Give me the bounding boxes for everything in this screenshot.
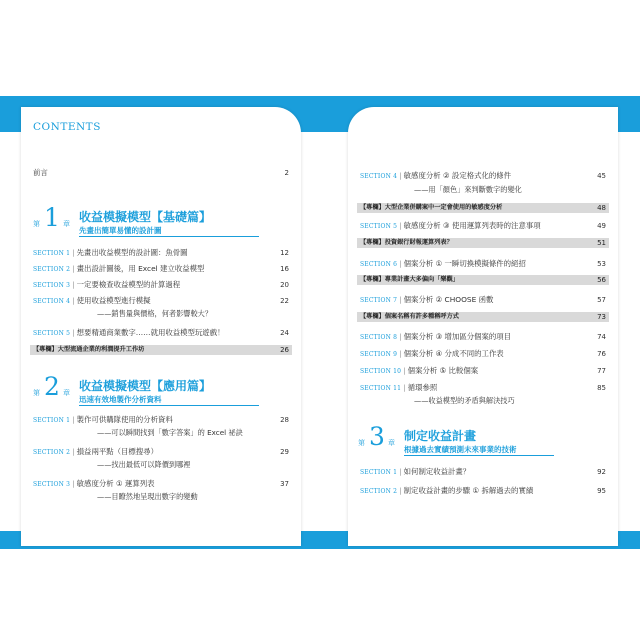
toc-subtitle: ——目瞭然地呈現出數字的變動 — [97, 492, 198, 501]
chapter-2-heading: 第 2 章 收益模擬模型【應用篇】 迅速有效地製作分析資料 — [33, 376, 293, 406]
toc-entry: SECTION 4 | 使用收益模型進行模擬 22 — [33, 296, 289, 305]
toc-entry: SECTION 6 | 個案分析 ① 一瞬切換模擬條件的絕招 53 — [360, 259, 606, 268]
column-highlight: 【專欄】個案名稱有許多種稱呼方式 73 — [357, 312, 609, 322]
toc-entry: SECTION 8 | 個案分析 ③ 增加區分個案的項目 74 — [360, 332, 606, 341]
toc-entry: SECTION 2 | 畫出設計圖後，用 Excel 建立收益模型 16 — [33, 264, 289, 273]
column-highlight: 【專欄】專業計畫大多偏向「樂觀」 56 — [357, 275, 609, 285]
toc-entry: SECTION 1 | 如何制定收益計畫？ 92 — [360, 467, 606, 476]
right-page — [348, 107, 618, 546]
left-page — [21, 107, 301, 546]
toc-entry: SECTION 11 | 循環參照 85 — [360, 383, 606, 392]
toc-entry: SECTION 5 | 想要精通商業數字……就用收益模型玩遊戲！ 24 — [33, 328, 289, 337]
preface-entry: 前言 2 — [33, 168, 289, 177]
toc-entry: SECTION 3 | 一定要檢查收益模型的計算過程 20 — [33, 280, 289, 289]
toc-entry: SECTION 1 | 製作可供購隊使用的分析資料 28 — [33, 415, 289, 424]
toc-entry: SECTION 5 | 敏感度分析 ③ 使用運算列表時的注意事項 49 — [360, 221, 606, 230]
chapter-3-heading: 第 3 章 制定收益計畫 根據過去實績預測未來事業的技術 — [358, 426, 608, 456]
toc-entry: SECTION 4 | 敏感度分析 ② 設定格式化的條件 45 — [360, 171, 606, 180]
toc-entry: SECTION 2 | 損益兩平點（目標搜尋） 29 — [33, 447, 289, 456]
column-highlight: 【專欄】大型流通企業的利潤提升工作坊 26 — [30, 345, 292, 355]
toc-subtitle: ——銷售量與價格，何者影響較大？ — [97, 309, 213, 318]
toc-entry: SECTION 10 | 個案分析 ⑤ 比較個案 77 — [360, 366, 606, 375]
toc-subtitle: ——找出最低可以降價到哪裡 — [97, 460, 191, 469]
toc-subtitle: ——可以瞬間找到「數字答案」的 Excel 祕訣 — [97, 428, 243, 437]
toc-entry: SECTION 9 | 個案分析 ④ 分成不同的工作表 76 — [360, 349, 606, 358]
toc-entry: SECTION 1 | 先畫出收益模型的設計圖：魚骨圖 12 — [33, 248, 289, 257]
toc-entry: SECTION 7 | 個案分析 ② CHOOSE 函數 57 — [360, 295, 606, 304]
column-highlight: 【專欄】大型企業併購案中一定會使用的敏感度分析 48 — [357, 203, 609, 213]
chapter-1-heading: 第 1 章 收益模擬模型【基礎篇】 先畫出簡單易懂的設計圖 — [33, 207, 293, 237]
column-highlight: 【專欄】投資銀行財報運算列表？ 51 — [357, 238, 609, 248]
toc-entry: SECTION 3 | 敏感度分析 ① 運算列表 37 — [33, 479, 289, 488]
toc-subtitle: ——用「顏色」來判斷數字的變化 — [414, 185, 522, 194]
toc-entry: SECTION 2 | 制定收益計畫的步驟 ① 拆解過去的實績 95 — [360, 486, 606, 495]
contents-heading: CONTENTS — [33, 121, 101, 133]
toc-subtitle: ——收益模型的矛盾與解決技巧 — [414, 396, 515, 405]
